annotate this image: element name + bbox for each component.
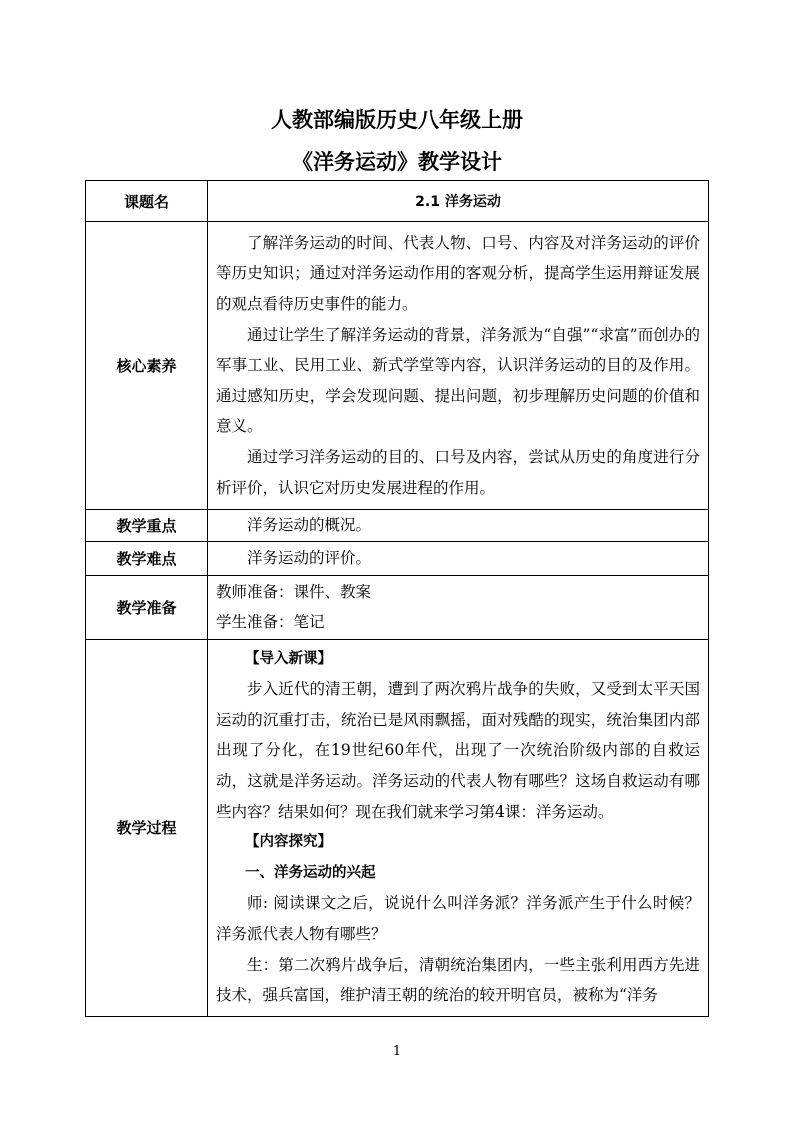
table-row-process (86, 639, 709, 1016)
prep-teacher: 教师准备：课件、教案 (216, 582, 372, 601)
teacher-question: 师: 阅读课文之后，说说什么叫洋务派？洋务派产生于什么时候？洋务派代表人物有哪些？ (216, 894, 700, 943)
section1-title: 一、洋务运动的兴起 (245, 864, 376, 881)
document-subtitle: 《洋务运动》教学设计 (292, 150, 502, 174)
student-answer: 生：第二次鸦片战争后，清朝统治集团内，一些主张利用西方先进技术，强兵富国，维护清王朝的统治的较开明官员，被称为“洋务 (216, 955, 700, 1005)
heading-intro: 【导入新课】 (245, 650, 332, 667)
heading-explore: 【内容探究】 (245, 834, 332, 851)
key-text: 洋务运动的概况。 (247, 516, 372, 534)
value-process (208, 639, 709, 1016)
label-process: 教学过程 (86, 639, 208, 1016)
difficult-text: 洋务运动的评价。 (247, 548, 372, 567)
label-key: 教学重点 (86, 510, 208, 542)
label-difficult: 教学难点 (86, 541, 208, 575)
table-row-literacy (86, 222, 709, 510)
value-difficult (208, 541, 709, 575)
literacy-paragraph-3: 通过学习洋务运动的目的、口号及内容，尝试从历史的角度进行分析评价，认识它对历史发展进程的作用。 (216, 447, 700, 497)
page-number: 1 (392, 1044, 402, 1059)
intro-text: 步入近代的清王朝，遭到了两次鸦片战争的失败，又受到太平天国运动的沉重打击，统治已是风雨飘摇，面对残酷的现实，统治集团内部出现了分化，在19世纪60年代，出现了一次统治阶级内部的自救运动，这就是洋务运动。洋务运动的代表人物有哪些？这场自救运动有哪些内容？结果如何？现在我们就来学习第4课：洋务运动。 (216, 680, 700, 821)
label-subject: 课题名 (86, 181, 208, 222)
table-row-prep (86, 575, 709, 639)
value-key (208, 510, 709, 542)
value-literacy (208, 222, 709, 510)
table-row-difficult (86, 541, 709, 575)
lesson-plan-table (85, 180, 709, 1017)
label-literacy: 核心素养 (86, 222, 208, 510)
literacy-paragraph-1: 了解洋务运动的时间、代表人物、口号、内容及对洋务运动的评价等历史知识；通过对洋务运动作用的客观分析，提高学生运用辩证发展的观点看待历史事件的能力。 (216, 233, 700, 314)
value-subject: 2.1 洋务运动 (208, 181, 709, 222)
label-prep: 教学准备 (86, 575, 208, 639)
table-row-key (86, 510, 709, 542)
document-title: 人教部编版历史八年级上册 (271, 108, 523, 132)
literacy-paragraph-2: 通过让学生了解洋务运动的背景，洋务派为“自强”“求富”而创办的军事工业、民用工业、新式学堂等内容，认识洋务运动的目的及作用。通过感知历史，学会发现问题、提出问题，初步理解历史问题的价值和意义。 (216, 325, 700, 436)
prep-student: 学生准备：笔记 (216, 613, 325, 632)
table-row-subject (86, 181, 709, 222)
value-prep (208, 575, 709, 639)
